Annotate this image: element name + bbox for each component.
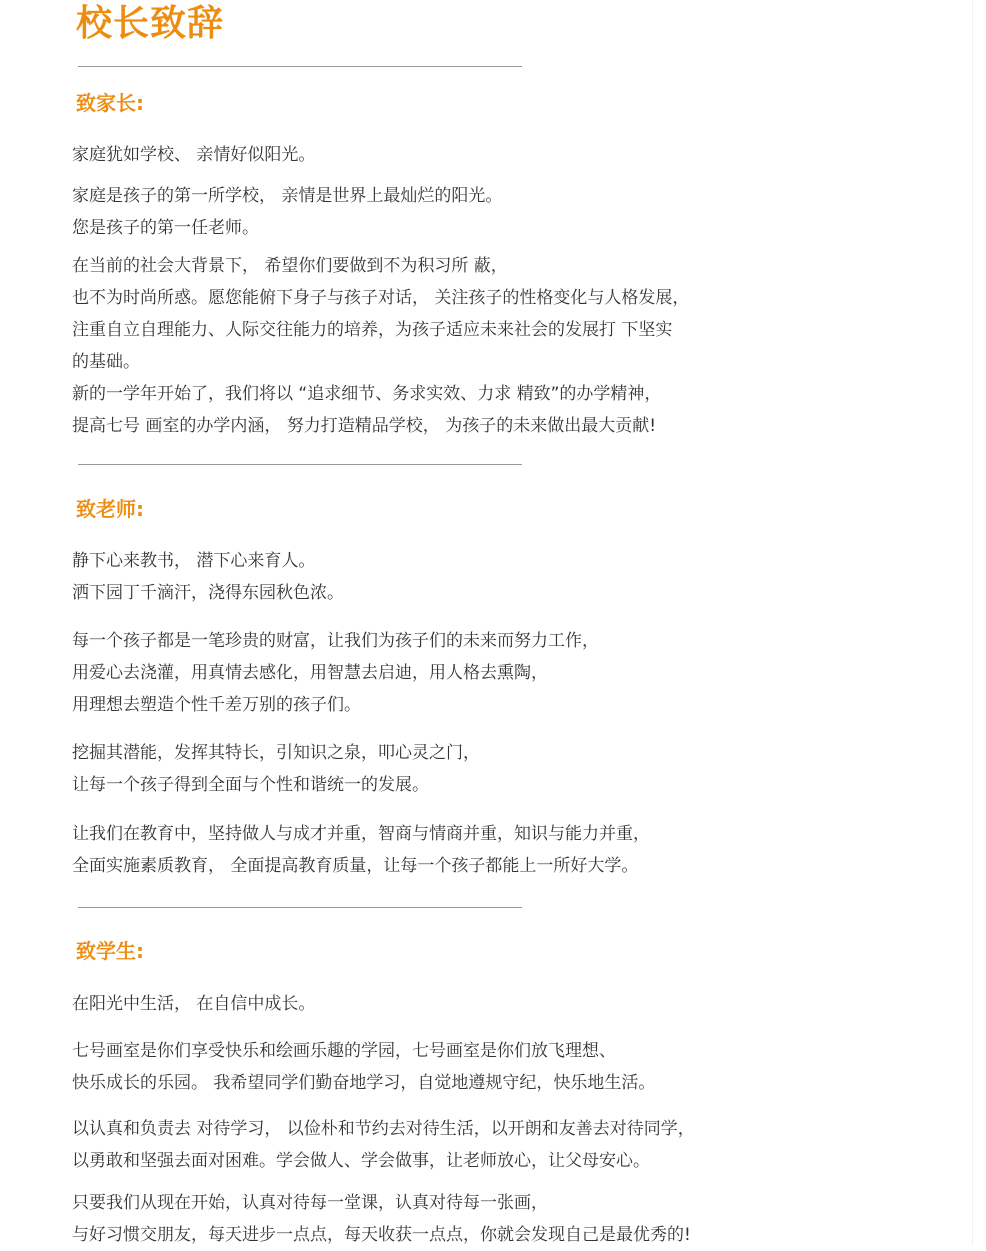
text-line: 洒下园丁千滴汗，浇得东园秋色浓。 bbox=[72, 583, 344, 603]
text-line: 七号画室是你们享受快乐和绘画乐趣的学园，七号画室是你们放飞理想、 bbox=[72, 1041, 616, 1061]
paragraph bbox=[72, 180, 502, 244]
page-title: 校长致辞 bbox=[76, 3, 225, 44]
section-heading-parents: 致家长: bbox=[76, 91, 144, 115]
text-line: 只要我们从现在开始，认真对待每一堂课，认真对待每一张画， bbox=[72, 1193, 548, 1213]
text-line: 您是孩子的第一任老师。 bbox=[72, 218, 259, 238]
text-line: 以勇敢和坚强去面对困难。学会做人、学会做事，让老师放心，让父母安心。 bbox=[72, 1151, 650, 1171]
paragraph bbox=[72, 1035, 655, 1099]
paragraph bbox=[72, 625, 599, 721]
text-line: 全面实施素质教育， 全面提高教育质量，让每一个孩子都能上一所好大学。 bbox=[72, 856, 639, 876]
paragraph bbox=[72, 818, 650, 882]
text-line: 提高七号 画室的办学内涵， 努力打造精品学校， 为孩子的未来做出最大贡献! bbox=[72, 416, 657, 436]
text-line: 用理想去塑造个性千差万别的孩子们。 bbox=[72, 695, 361, 715]
text-line: 家庭是孩子的第一所学校， 亲情是世界上最灿烂的阳光。 bbox=[72, 186, 503, 206]
text-line: 在当前的社会大背景下， 希望你们要做到不为积习所 蔽， bbox=[72, 256, 508, 276]
text-line: 让我们在教育中，坚持做人与成才并重，智商与情商并重，知识与能力并重， bbox=[72, 824, 650, 844]
paragraph bbox=[72, 139, 315, 171]
divider bbox=[78, 907, 522, 908]
paragraph bbox=[72, 1113, 695, 1177]
text-line: 让每一个孩子得到全面与个性和谐统一的发展。 bbox=[72, 775, 429, 795]
text-line: 挖掘其潜能，发挥其特长，引知识之泉，叩心灵之门， bbox=[72, 743, 480, 763]
text-line: 的基础。 bbox=[72, 352, 140, 372]
text-line: 家庭犹如学校、 亲情好似阳光。 bbox=[72, 145, 316, 165]
section-heading-teachers: 致老师: bbox=[76, 497, 144, 521]
text-line: 与好习惯交朋友，每天进步一点点，每天收获一点点，你就会发现自己是最优秀的! bbox=[72, 1225, 691, 1245]
paragraph bbox=[72, 988, 315, 1020]
divider bbox=[78, 66, 522, 67]
paragraph bbox=[72, 737, 480, 801]
text-line: 也不为时尚所惑。愿您能俯下身子与孩子对话， 关注孩子的性格变化与人格发展， bbox=[72, 288, 690, 308]
text-line: 在阳光中生活， 在自信中成长。 bbox=[72, 994, 316, 1014]
paragraph bbox=[72, 378, 661, 442]
paragraph bbox=[72, 1187, 691, 1251]
text-line: 静下心来教书， 潜下心来育人。 bbox=[72, 551, 316, 571]
text-line: 以认真和负责去 对待学习， 以俭朴和节约去对待生活，以开朗和友善去对待同学， bbox=[72, 1119, 695, 1139]
section-heading-students: 致学生: bbox=[76, 939, 144, 963]
text-line: 每一个孩子都是一笔珍贵的财富，让我们为孩子们的未来而努力工作， bbox=[72, 631, 599, 651]
paragraph bbox=[72, 545, 344, 609]
page-edge bbox=[972, 0, 974, 1245]
text-line: 注重自立自理能力、人际交往能力的培养，为孩子适应未来社会的发展打 下坚实 bbox=[72, 320, 673, 340]
text-line: 新的一学年开始了，我们将以 “追求细节、务求实效、力求 精致”的办学精神， bbox=[72, 384, 662, 404]
text-line: 用爱心去浇灌，用真情去感化，用智慧去启迪，用人格去熏陶， bbox=[72, 663, 548, 683]
paragraph bbox=[72, 250, 689, 378]
divider bbox=[78, 464, 522, 465]
text-line: 快乐成长的乐园。 我希望同学们勤奋地学习，自觉地遵规守纪，快乐地生活。 bbox=[72, 1073, 656, 1093]
